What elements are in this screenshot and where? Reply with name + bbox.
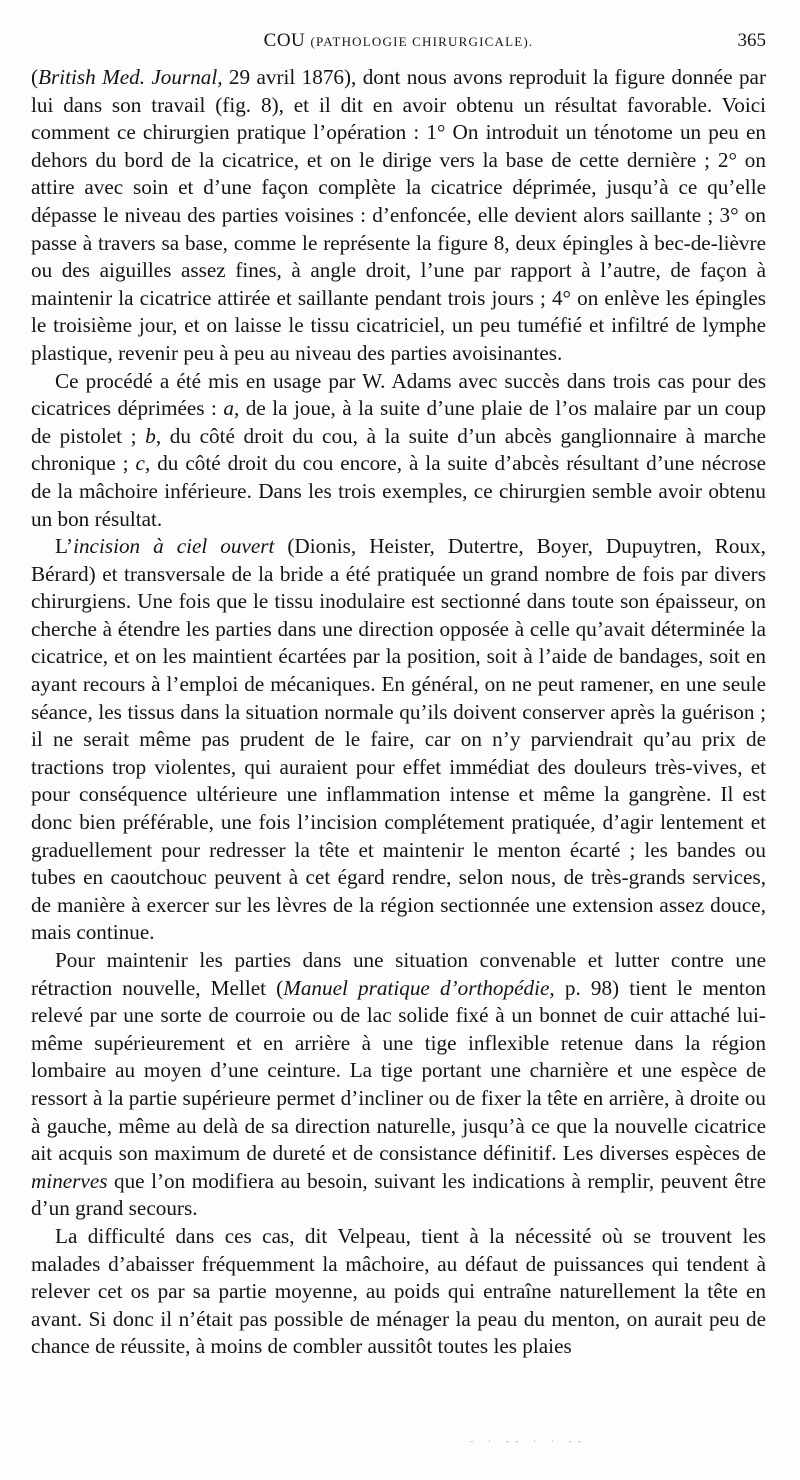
text-run: que l’on modifiera au besoin, suivant les indications à remplir, peuvent être d’un grand secours. [31,1168,766,1221]
text-run: La difficulté dans ces cas, dit Velpeau, tient à la nécessité où se trouvent les malades d’abaisser fréquemment la mâchoire, au défaut de puissances qui tendent à relever cet os par sa partie moyenne, au poids qui entraîne naturellement la tête en avant. Si donc il n’était pas possible de ménager la peau du menton, on aurait peu de chance de réussite, à moins de combler aussitôt toutes les plaies [31,1223,766,1359]
text-run: , de la joue, à la suite d’une plaie de l’os malaire par un coup de pistolet ; [31,396,766,448]
italic-text: a [223,396,234,421]
running-head [31,30,766,60]
paragraph [31,1223,766,1361]
italic-text: b [145,423,156,448]
paragraph [31,64,766,368]
italic-text: minerves [31,1168,108,1193]
paragraph [31,368,766,534]
page-number: 365 [737,30,766,51]
paragraph [31,947,766,1223]
bottom-marks: - · -- · · -- [470,1437,588,1447]
italic-text: Manuel pratique d’orthopédie, [283,975,555,1000]
italic-text: c [135,451,145,476]
text-run: p. 98) tient le menton relevé par une sorte de courroie ou de lac solide fixé à un bonnet de cuir attaché lui-même supérieurement et en arrière à une tige inflexible retenue dans la région lombaire au moyen d’une ceinture. La tige portant une charnière et une espèce de ressort à la partie supérieure permet d’incliner ou de fixer la tête en arrière, à droite ou à gauche, même au delà de sa direction naturelle, jusqu’à ce que la nouvelle cicatrice ait acquis son maximum de dureté et de consistance définitif. Les diverses espèces de [31,975,767,1166]
text-run: , du côté droit du cou encore, à la suite d’abcès résultant d’une nécrose de la mâchoire inférieure. Dans les trois exemples, ce chirurgien semble avoir obtenu un bon résultat. [31,451,766,531]
text-run: L’ [55,534,74,559]
text-run: , du côté droit du cou, à la suite d’un abcès ganglionnaire à marche chronique ; [31,423,766,476]
text-run: Pour maintenir les parties dans une situation convenable et lutter contre une rétraction nouvelle, Mellet ( [31,948,766,1000]
text-run: 29 avril 1876), dont nous avons reproduit la figure donnée par lui dans son travail (fig. 8), et il dit en avoir obtenu un résultat favorable. Voici comment ce chirurgien pratique l’opération : 1° On introduit un ténotome un peu en dehors du bord de la cicatrice, et on le dirige vers la base de cette dernière ; 2° on attire avec soin et d’une façon complète la cicatrice déprimée, jusqu’à ce qu’elle dépasse le niveau des parties voisines : d’enfoncée, elle devient alors saillante ; 3° on passe à travers sa base, comme le représente la figure 8, deux épingles à bec-de-lièvre ou des aiguilles assez fines, à angle droit, l’une par rapport à l’autre, de façon à maintenir la cicatrice attirée et saillante pendant trois jours ; 4° on enlève les épingles le troisième jour, et on laisse le tissu cicatriciel, un peu tuméfié et infiltré de lymphe plastique, revenir peu à peu au niveau des parties avoisinantes. [31,65,766,365]
running-title-main: COU [263,30,306,51]
text-run: (Dionis, Heister, Dutertre, Boyer, Dupuytren, Roux, Bérard) et transversale de la bride a été pratiquée un grand nombre de fois par divers chirurgiens. Une fois que le tissu inodulaire est sectionné dans toute son épaisseur, on cherche à étendre les parties dans une direction opposée à celle qu’avait déterminée la cicatrice, et on les maintient écartées par la position, soit à l’aide de bandages, soit en ayant recours à l’emploi de mécaniques. En général, on ne peut ramener, en une seule séance, les tissus dans la situation normale qu’ils doivent conserver après la guérison ; il ne serait même pas prudent de le faire, car on n’y parviendrait qu’au prix de tractions trop violentes, qui auraient pour effet immédiat des douleurs très-vives, et pour conséquence ultérieure une inflammation intense et même la gangrène. Il est donc bien préférable, une fois l’incision complétement pratiquée, d’agir lentement et graduellement pour redresser la tête et maintenir le menton écarté ; les bandes ou tubes en caoutchouc peuvent à cet égard rendre, selon nous, de très-grands services, de manière à exercer sur les lèvres de la région sectionnée une extension assez douce, mais continue. [31,534,766,945]
body-text [31,64,766,1361]
running-title-sub: (PATHOLOGIE CHIRURGICALE). [310,34,534,49]
italic-text: incision à ciel ouvert [73,534,275,559]
text-run: ( [31,65,39,89]
italic-text: British Med. Journal, [38,65,223,89]
text-run: Ce procédé a été mis en usage par W. Adams avec succès dans trois cas pour des cicatrices déprimées : [31,368,766,421]
running-title [31,30,766,52]
paragraph [31,533,766,947]
